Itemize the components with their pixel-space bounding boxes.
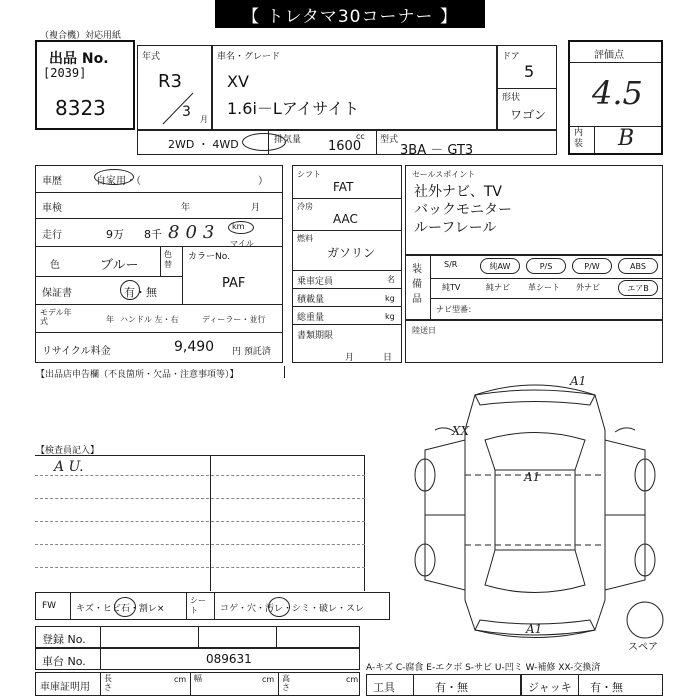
year-era: R3 xyxy=(158,71,182,92)
recycle-label: リサイクル料金 xyxy=(42,346,111,357)
inspection-month: 月 xyxy=(251,203,261,213)
car-label: 車名・グレード xyxy=(217,52,281,62)
form-note: （複合機）対応用紙 xyxy=(40,31,122,41)
interior-value: B xyxy=(618,126,635,151)
doors-box xyxy=(497,45,557,130)
equipment-box xyxy=(405,255,663,320)
color-code: PAF xyxy=(222,276,246,291)
cert-length: 長さ xyxy=(104,674,112,692)
weight-label: 総重量 xyxy=(297,313,325,323)
history-value: 自家用・（ xyxy=(96,176,141,187)
mid-table xyxy=(292,165,402,363)
inspection-year: 年 xyxy=(181,203,191,213)
inspector-note: A U. xyxy=(54,459,84,475)
mark-roof: A1 xyxy=(524,470,541,484)
tools-value: 有・無 xyxy=(435,681,468,694)
sales-box xyxy=(405,165,663,255)
car-diagram xyxy=(405,370,665,660)
eq-navi: 純ナビ xyxy=(486,283,510,292)
color-code-label: カラーNo. xyxy=(188,252,230,262)
eq-airbag: エアB xyxy=(618,280,658,296)
score-label: 評価点 xyxy=(594,50,624,61)
lot-label: 出品 No. xyxy=(49,51,109,67)
doors-value: 5 xyxy=(524,62,535,81)
navi-label: ナビ型番： xyxy=(436,305,476,314)
lot-sub: [2039] xyxy=(43,66,87,80)
ac-label: 冷房 xyxy=(297,202,313,211)
eq-ps: P/S xyxy=(526,258,566,274)
model-label: 型式 xyxy=(380,135,399,145)
mark-front: A1 xyxy=(570,374,587,388)
seat-label: シート xyxy=(190,596,206,615)
model-value: 3BA － GT3 xyxy=(400,143,474,158)
eq-leather: 革シート xyxy=(528,283,560,292)
mark-rear: A1 xyxy=(526,622,543,636)
chassis-value: 089631 xyxy=(206,652,252,666)
year-month-unit: 月 xyxy=(200,115,208,124)
docs-day: 日 xyxy=(383,353,393,363)
disp-label: 排気量 xyxy=(274,135,302,145)
pickup-label: 陸送日 xyxy=(412,326,436,335)
registration-label: 登録 No. xyxy=(42,633,86,646)
warranty-value: 有・無 xyxy=(124,286,157,299)
eq-tv: 純TV xyxy=(442,283,461,292)
eq-sr: S/R xyxy=(444,260,458,269)
warranty-circle xyxy=(120,280,140,300)
spare-label: スペア xyxy=(628,642,658,653)
score-value: 4.5 xyxy=(592,74,643,112)
page-title: 【 トレタマ30コーナー 】 xyxy=(215,0,485,28)
condition-row xyxy=(35,592,390,620)
ac-value: AAC xyxy=(333,212,358,226)
load-unit: kg xyxy=(385,294,395,303)
lot-box xyxy=(35,40,135,130)
chassis-label: 車台 No. xyxy=(42,655,86,668)
cert-height: 高さ xyxy=(282,674,290,692)
color-repaint: 色替 xyxy=(164,250,172,269)
shift-label: シフト xyxy=(297,170,321,179)
year-box xyxy=(137,45,212,130)
pickup-box xyxy=(405,320,663,363)
eq-abs: ABS xyxy=(618,258,658,274)
chassis-row xyxy=(35,648,360,670)
details-table xyxy=(35,165,283,363)
doors-label: ドア xyxy=(502,52,520,62)
warranty-label: 保証書 xyxy=(42,288,72,299)
car-box xyxy=(212,45,497,130)
cert-unit-2: cm xyxy=(262,675,275,684)
weight-unit: kg xyxy=(385,312,395,321)
cert-unit-3: cm xyxy=(346,675,359,684)
damage-legend: A-キズ C-腐食 E-エクボ S-サビ U-凹ミ W-補修 XX-交換済 xyxy=(366,663,601,673)
floor-label: FW xyxy=(42,601,57,611)
fuel-value: ガソリン xyxy=(327,246,376,260)
recycle-value: 9,490 xyxy=(174,339,215,355)
jack-value: 有・無 xyxy=(590,681,623,694)
sales-line-3: ルーフレール xyxy=(414,220,497,236)
dealer-type: ディーラー・並行 xyxy=(202,315,266,324)
mileage-hand: 803 xyxy=(168,222,221,243)
fuel-label: 燃料 xyxy=(297,234,313,243)
inspector-label: 【検査員記入】 xyxy=(36,446,100,456)
history-circle xyxy=(94,169,134,185)
mileage-sen: 8千 xyxy=(144,228,162,241)
history-close: ） xyxy=(258,176,268,187)
sales-line-1: 社外ナビ、TV xyxy=(414,184,502,200)
disp-unit: cc xyxy=(356,132,365,141)
spec-row xyxy=(137,130,557,158)
sales-line-2: バックモニター xyxy=(414,202,512,218)
shift-value: FAT xyxy=(333,180,354,194)
seat-circle xyxy=(268,597,290,617)
car-name: XV xyxy=(227,72,249,91)
eq-aw: 純AW xyxy=(480,258,520,274)
model-year-label: モデル年式 xyxy=(40,308,72,326)
mileage-man: 9万 xyxy=(106,228,124,241)
load-label: 積載量 xyxy=(297,295,325,305)
docs-month: 月 xyxy=(345,353,355,363)
km-circle xyxy=(228,221,254,234)
interior-label: 内装 xyxy=(574,128,584,149)
jack-label: ジャッキ xyxy=(528,681,572,694)
year-label: 年式 xyxy=(142,52,161,62)
cert-row xyxy=(35,672,360,696)
jack-box xyxy=(521,674,663,696)
color-label: 色 xyxy=(50,260,60,271)
floor-text: キズ・ヒビ石・割レ× xyxy=(76,604,165,614)
disp-value: 1600 xyxy=(328,139,362,154)
cert-label: 車庫証明用 xyxy=(40,682,90,693)
tools-label: 工具 xyxy=(373,681,395,694)
cert-width: 幅 xyxy=(194,674,202,683)
capacity-unit: 名 xyxy=(387,275,395,284)
drive-type: 2WD ・ 4WD xyxy=(168,138,239,151)
cert-unit-1: cm xyxy=(174,675,187,684)
shape-label: 形状 xyxy=(502,93,521,103)
tools-box xyxy=(366,674,521,696)
eq-pw: P/W xyxy=(572,258,612,274)
recycle-unit: 円 預託済 xyxy=(232,347,271,357)
car-grade: 1.6i－Lアイサイト xyxy=(227,99,360,118)
year-month: 3 xyxy=(182,104,191,120)
eq-extnavi: 外ナビ xyxy=(576,283,600,292)
capacity-label: 乗車定員 xyxy=(297,277,334,287)
mileage-label: 走行 xyxy=(42,230,62,241)
sales-label: セールスポイント xyxy=(412,170,476,179)
mileage-mile: マイル xyxy=(230,239,254,248)
seat-text: コゲ・穴・汚レ・シミ・破レ・スレ xyxy=(220,604,365,614)
color-value: ブルー xyxy=(100,258,139,273)
floor-circle xyxy=(114,597,136,617)
inspection-label: 車検 xyxy=(42,203,62,214)
docs-label: 書類期限 xyxy=(297,331,334,341)
model-year-year: 年 xyxy=(106,315,114,324)
score-box xyxy=(568,40,663,155)
history-label: 車歴 xyxy=(42,176,62,187)
mark-left-front: XX xyxy=(452,424,470,438)
equipment-label: 装備品 xyxy=(412,264,422,305)
year-slash xyxy=(158,91,198,126)
registration-row xyxy=(35,626,360,648)
lot-number: 8323 xyxy=(55,96,106,120)
seller-notes-label: 【出品店申告欄（不良箇所・欠品・注意事項等）】 xyxy=(36,370,239,380)
shape-value: ワゴン xyxy=(510,108,547,122)
mileage-km: km xyxy=(232,222,245,231)
handle-side: ハンドル 左・右 xyxy=(120,315,179,324)
